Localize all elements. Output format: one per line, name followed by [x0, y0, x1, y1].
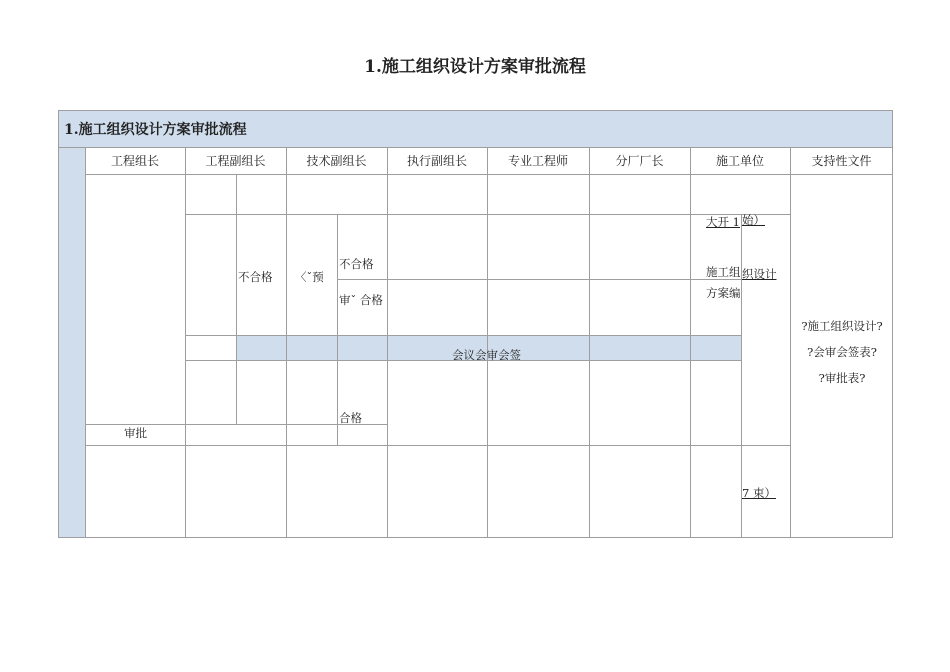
grid-line — [85, 147, 86, 538]
grid-line — [286, 147, 287, 538]
grid-line — [387, 147, 388, 538]
grid-line — [85, 445, 791, 446]
unqualified-label: 不合格 — [339, 257, 374, 271]
column-header: 分厂厂长 — [615, 154, 664, 168]
column-header: 执行副组长 — [406, 154, 467, 168]
qualified-label: 合格 — [339, 411, 362, 425]
pre-review-label: 〈ˇ预 — [295, 270, 324, 284]
review-qualified-label: 审ˇ 合格 — [339, 293, 383, 307]
column-header: 工程副组长 — [205, 154, 266, 168]
grid-line — [690, 147, 691, 538]
start-label: 大开 1 — [706, 215, 740, 229]
grid-line — [185, 214, 791, 215]
meeting-label: 会议会审会签 — [452, 348, 521, 362]
support-doc-item: ?审批表? — [818, 371, 866, 385]
compile-label: 织设计 — [742, 267, 777, 281]
approve-label: 审批 — [124, 426, 147, 440]
support-doc-item: ?施工组织设计? — [801, 319, 883, 333]
compile-label: 方案编 — [706, 286, 741, 300]
support-docs-list — [791, 319, 893, 397]
grid-line — [337, 214, 338, 445]
grid-line — [487, 147, 488, 538]
page-title: 1.施工组织设计方案审批流程 — [364, 57, 586, 77]
grid-line — [337, 279, 742, 280]
support-doc-item: ?会审会签表? — [807, 345, 877, 359]
column-header: 支持性文件 — [811, 154, 872, 168]
start-label: 始） — [742, 213, 765, 227]
end-label: 7 束） — [742, 486, 776, 500]
grid-line — [185, 335, 742, 336]
table-title: 1.施工组织设计方案审批流程 — [64, 122, 247, 138]
grid-line — [185, 147, 186, 538]
grid-line — [589, 147, 590, 538]
compile-label: 施工组 — [706, 265, 741, 279]
column-header: 技术副组长 — [306, 154, 367, 168]
column-header: 专业工程师 — [507, 154, 568, 168]
grid-line — [236, 174, 237, 424]
column-header: 工程组长 — [110, 154, 159, 168]
column-header: 施工单位 — [715, 154, 764, 168]
unqualified-label: 不合格 — [238, 270, 273, 284]
grid-line — [85, 174, 893, 175]
